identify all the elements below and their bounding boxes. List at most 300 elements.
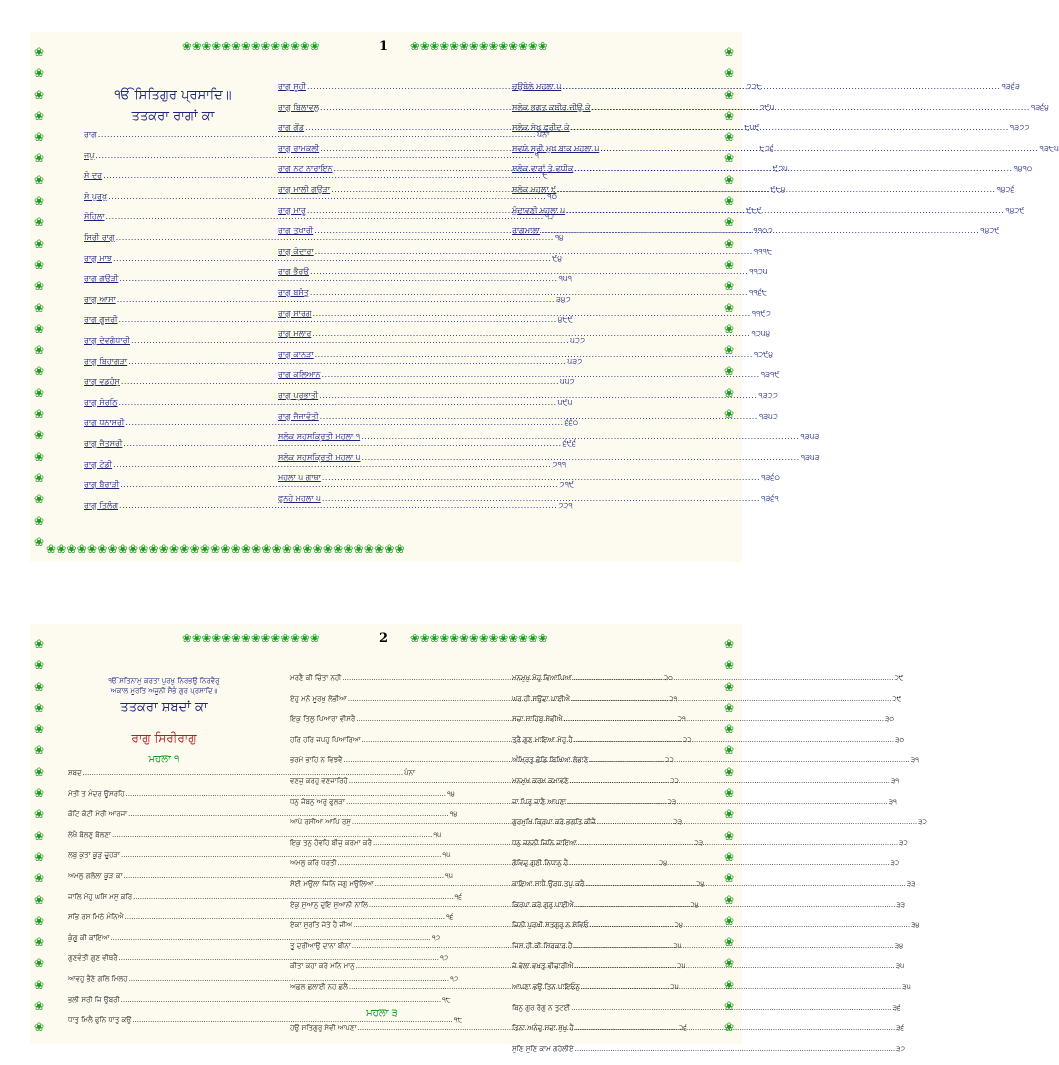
shabad-title[interactable]: ਜਾ ਪਿਰੁ ਜਾਣੈ ਆਪਣਾ [512, 797, 567, 806]
flower-icon: ❀ [33, 913, 45, 928]
shabad-row[interactable] [512, 715, 895, 736]
raag-link[interactable]: ਰਾਗੁ ਨਟ ਨਾਰਾਇਨ [278, 164, 333, 174]
shabad-title[interactable]: ਗੁਰਮੁਖਿ ਕ੍ਰਿਪਾ ਕਰੇ ਭਗਤਿ ਕੀਜੈ [512, 818, 596, 827]
raag-link[interactable]: ਰਾਗੁ ਗੋਂਡ [278, 123, 305, 133]
raag-link[interactable]: ਰਾਗੁ ਗਉੜੀ [84, 274, 119, 284]
shabad-title[interactable]: ਮਨਮੁਖ ਕਰਮ ਕਮਾਵਣੇ [512, 776, 569, 785]
page-ref: ੧੫ [433, 830, 442, 839]
dot-leader [575, 901, 895, 909]
flower-icon: ❀ [723, 236, 735, 251]
page-ref: ੫੫੭ [560, 377, 575, 387]
page-ref: ੧੬ [446, 913, 454, 922]
page-ref: ੩੫ [902, 982, 911, 991]
shabad-title[interactable]: ਏਹੁ ਮਨੋ ਮੂਰਖੁ ਲੋਭੀਆ [290, 694, 347, 703]
raag-link[interactable]: ਰਾਗੁ ਰਾਮਕਲੀ [278, 143, 320, 153]
raag-link[interactable]: ਰਾਗੁ ਗੂਜਰੀ [84, 315, 118, 325]
index-page-1 [30, 32, 1059, 562]
dot-leader [362, 453, 800, 462]
page-ref: ੩੪ [894, 941, 904, 950]
page-ref: ੧੩੫੨ [758, 411, 778, 421]
dot-leader [597, 818, 917, 826]
raag-link[interactable]: ਰਾਗੁ ਆਸਾ [84, 294, 116, 304]
flower-icon: ❀ [33, 300, 45, 315]
dot-leader [322, 473, 760, 482]
flower-icon: ❀ [723, 700, 735, 715]
flower-icon: ❀ [723, 321, 735, 336]
shabad-title[interactable]: ਧਨੁ ਜਨਨੀ ਜਿਨਿ ਜਾਇਆ [512, 838, 577, 847]
page-ref: ੧੧੨੫ [749, 267, 768, 277]
flower-icon: ❀ [723, 999, 735, 1014]
page-ref: ੬੯੬ [562, 438, 576, 448]
page-ref: ੧੧੬੮ [749, 287, 768, 297]
page-ref: ੩੧ [910, 756, 919, 765]
page-number: 1 [379, 39, 389, 54]
dot-leader [320, 412, 758, 421]
raag-link[interactable]: ਸਲੋਕ ਭਗਤ ਕਬੀਰ ਜੀਉ ਕੇ [512, 102, 591, 112]
flower-icon: ❀ [723, 194, 735, 209]
page-ref: ੯੮੪ [770, 184, 786, 194]
page-ref: ੧੪ [554, 232, 564, 242]
raag-link[interactable]: ਸਲੋਕ ਮਹਲਾ ੯ [512, 184, 557, 194]
page-ref: ੨੨ [664, 756, 674, 765]
flower-icon: ❀ [33, 935, 45, 950]
shabad-title[interactable]: ਘਰ ਹੀ ਸਉਦਾ ਪਾਈਐ [512, 694, 570, 703]
shabad-title[interactable]: ਹਰਿ ਹਰਿ ਜਪਹੁ ਪਿਆਰਿਆ [290, 735, 361, 744]
raag-link[interactable]: ਮਹਲਾ ੫ ਗਾਥਾ [278, 473, 321, 483]
flower-icon: ❀ [33, 449, 45, 464]
flower-icon: ❀ [723, 130, 735, 145]
dot-leader [322, 370, 760, 379]
mool-mantar-line-1: ੴ ਸਤਿਨਾਮੁ ਕਰਤਾ ਪੁਰਖੁ ਨਿਰਭਉ ਨਿਰਵੈਰੁ [108, 677, 220, 685]
dot-leader [590, 921, 910, 929]
raag-link[interactable]: ਰਾਗੁ ਮਾਝ [84, 253, 112, 263]
page-ref: ੩੬ [892, 1003, 901, 1012]
page-ref: ੨੫ [670, 982, 679, 991]
flower-icon: ❀ [723, 722, 735, 737]
page-ref: ੧੫ [444, 871, 453, 880]
star-border-top-left: ❀❀❀❀❀❀❀❀❀❀❀❀❀❀ [182, 631, 320, 645]
raag-link[interactable]: ਰਾਗੁ ਜੈਜਾਵੰਤੀ [278, 411, 319, 421]
shabad-row[interactable] [512, 1003, 901, 1025]
flower-icon: ❀ [723, 151, 735, 166]
dot-leader [562, 82, 1000, 91]
shabad-title[interactable]: ਤੂ ਦਰੀਆਉ ਦਾਨਾ ਬੀਨਾ [290, 941, 351, 950]
flower-icon: ❀ [723, 956, 735, 971]
flower-icon: ❀ [33, 786, 45, 801]
shabad-title[interactable]: ਆਪਣਾ ਭਉ ਤਿਨ ਪਾਇਓਨੁ [512, 982, 580, 991]
star-border-bottom: ❀❀❀❀❀❀❀❀❀❀❀❀❀❀❀❀❀❀❀❀❀❀❀❀❀❀❀❀❀❀❀❀❀❀❀ [46, 542, 405, 556]
dot-leader [575, 1045, 895, 1053]
raag-link[interactable]: ਰਾਗੁ ਕਾਨੜਾ [278, 349, 314, 359]
shabad-title[interactable]: ਜੇ ਵੇਲਾ ਵਖਤੁ ਵੀਚਾਰੀਐ [512, 962, 574, 971]
flower-icon: ❀ [33, 151, 45, 166]
flower-icon: ❀ [723, 108, 735, 123]
page-ref: ੯੪ [552, 253, 562, 263]
page-ref: ੭੧੧ [552, 459, 567, 469]
page-ref: ੩੨ [918, 818, 927, 827]
raag-link[interactable]: ਸਵਯੇ ਸ੍ਰੀ ਮੁਖ ਬਾਕ ਮਹਲਾ ੫ [512, 143, 600, 153]
raag-link[interactable]: ਰਾਗੁ ਬਿਹਾਗੜਾ [84, 356, 128, 366]
page-ref: ੧੨੯੪ [753, 349, 773, 359]
dot-leader [570, 777, 890, 785]
raag-link[interactable]: ਰਾਗੁ ਤੁਖਾਰੀ [278, 226, 314, 236]
dot-leader [566, 206, 1004, 215]
star-border-top-left: ❀❀❀❀❀❀❀❀❀❀❀❀❀❀ [182, 39, 320, 53]
shabad-title[interactable]: ਆਪੇ ਰਸੀਆ ਆਪਿ ਰਸੁ [290, 818, 351, 827]
flower-icon: ❀ [33, 343, 45, 358]
dot-leader [571, 123, 1009, 132]
page-ref: ੭੯੫ [759, 102, 775, 112]
page-ref: ੨੪ [658, 859, 668, 868]
page-ref: ੨੪ [674, 921, 683, 930]
flower-border-left [32, 634, 46, 1039]
dot-leader [557, 185, 995, 194]
page-ref: ੮੭੬ [759, 143, 774, 153]
page-ref: ੧੪ [449, 810, 458, 819]
flower-icon: ❀ [33, 87, 45, 102]
flower-icon: ❀ [33, 130, 45, 145]
page-ref: ੬੬੦ [564, 418, 579, 428]
flower-icon: ❀ [33, 385, 45, 400]
raag-link[interactable]: ਰਾਗੁ ਮਲਾਰ [278, 329, 312, 339]
page-ref: ੯੭੫ [772, 164, 788, 174]
dot-leader [569, 859, 889, 867]
page-ref: ੩੧ [888, 797, 897, 806]
index-row[interactable] [84, 500, 573, 522]
raag-link[interactable]: ਮੁੰਦਾਵਣੀ ਮਹਲਾ ੫ [512, 205, 566, 215]
flower-icon: ❀ [723, 892, 735, 907]
page-ref: ੧੪੧੦ [1013, 164, 1033, 174]
raag-link[interactable]: ਸਲੋਕ ਵਾਰਾਂ ਤੇ ਵਧੀਕ [512, 164, 574, 174]
raag-link[interactable]: ਰਾਗੁ ਮਾਰੂ [278, 205, 306, 215]
dot-leader [574, 962, 894, 970]
page-ref: ੮੫੯ [744, 123, 760, 133]
shabad-title[interactable]: ਗੋਵਿਦੁ ਗੁਣੀ ਨਿਧਾਨੁ ਹੈ [512, 859, 569, 868]
index-title: ਤਤਕਰਾ ਰਾਗਾਂ ਕਾ [131, 109, 215, 124]
shabad-row[interactable] [512, 756, 919, 777]
shabad-title[interactable]: ਜਿਸ ਹੀ ਕੀ ਸਿਰਕਾਰ ਹੈ [512, 941, 573, 950]
flower-icon: ❀ [33, 977, 45, 992]
dot-leader [315, 350, 753, 359]
page-ref: ੧੩੮੫ [1039, 143, 1059, 153]
flower-icon: ❀ [33, 743, 45, 758]
dot-leader [592, 103, 1030, 112]
shabad-row[interactable] [512, 694, 902, 716]
flower-icon: ❀ [33, 428, 45, 443]
dot-leader [574, 164, 1012, 173]
flower-icon: ❀ [33, 871, 45, 886]
shabad-title[interactable]: ਸਭਿ ਰਸ ਮਿਠੇ ਮੰਨਿਐ [68, 913, 124, 922]
raag-link[interactable]: ਸਲੋਕ ਸੇਖ ਫਰੀਦ ਕੇ [512, 123, 570, 133]
page-ref: ੧੧੦੭ [753, 226, 773, 236]
page-ref: ੩੫ [895, 962, 905, 971]
shabad-row[interactable] [512, 776, 900, 798]
raag-link[interactable]: ਰਾਗੁ ਜੈਤਸਰੀ [84, 438, 123, 448]
flower-border-left [32, 42, 46, 553]
page-ref: ੫੩੭ [567, 356, 583, 366]
page-ref: ੧੩੭੭ [1009, 123, 1030, 133]
raag-link[interactable]: ਰਾਗ [84, 130, 97, 139]
page-ref: ੨੯ [892, 694, 902, 703]
page-ref: ੪੮੯ [557, 315, 573, 325]
flower-icon: ❀ [33, 700, 45, 715]
shabad-title[interactable]: ਇਕੁ ਤਿਲੁ ਪਿਆਰਾ ਵੀਸਰੈ [290, 715, 356, 724]
raag-link[interactable]: ਸਲੋਕ ਸਹਸਕ੍ਰਿਤੀ ਮਹਲਾ ੧ [278, 432, 361, 442]
shabad-title[interactable]: ਧਾਤੁ ਮਿਲੈ ਫੁਨਿ ਧਾਤੁ ਕਉ [68, 1016, 132, 1025]
page-ref: ੩੬ [896, 1024, 905, 1033]
raag-link[interactable]: ਚਉਬੋਲੇ ਮਹਲਾ ੫ [512, 82, 562, 91]
page-number: 2 [379, 631, 389, 646]
shabad-title[interactable]: ਅਛਲ ਛਲਾਈ ਨਹ ਛਲੈ [290, 982, 348, 991]
raag-link[interactable]: ਰਾਗਮਾਲਾ [512, 226, 541, 236]
flower-icon: ❀ [33, 658, 45, 673]
page-ref: ੧੩੧੯ [760, 370, 780, 380]
raag-link[interactable]: ਫੁਨਹੇ ਮਹਲਾ ੫ [278, 493, 321, 503]
flower-icon: ❀ [33, 279, 45, 294]
page-ref: ੧੦ [547, 191, 557, 201]
flower-icon: ❀ [723, 364, 735, 379]
shabad-row[interactable] [512, 941, 904, 963]
dot-leader [571, 695, 891, 703]
flower-icon: ❀ [33, 1020, 45, 1035]
page-ref: ੩੧ [890, 776, 900, 785]
page-ref: ੨੩ [673, 818, 683, 827]
raag-link[interactable]: ਰਾਗੁ ਸੂਹੀ [278, 82, 307, 91]
flower-icon: ❀ [33, 828, 45, 843]
flower-icon: ❀ [33, 849, 45, 864]
flower-icon: ❀ [723, 66, 735, 81]
page-ref: ੩੦ [885, 715, 895, 724]
flower-icon: ❀ [723, 1020, 735, 1035]
raag-link[interactable]: ਰਾਗੁ ਤਿਲੰਗ [84, 500, 119, 510]
page-ref: ੧੭ [431, 933, 441, 942]
raag-link[interactable]: ਰਾਗੁ ਧਨਾਸਰੀ [84, 418, 125, 428]
shabad-title[interactable]: ਭਲੀ ਸਰੀ ਜਿ ਉਬਰੀ [68, 995, 120, 1004]
flower-icon: ❀ [723, 977, 735, 992]
flower-icon: ❀ [33, 999, 45, 1014]
star-border-top-right: ❀❀❀❀❀❀❀❀❀❀❀❀❀❀ [410, 631, 548, 645]
shabad-title[interactable]: ਮਰਣੈ ਕੀ ਚਿੰਤਾ ਨਹੀ [290, 674, 342, 682]
flower-icon: ❀ [33, 257, 45, 272]
flower-icon: ❀ [723, 87, 735, 102]
shabad-title[interactable]: ਅਮਲੁ ਗਲੋਲਾ ਕੂੜ ਕਾ [68, 871, 123, 880]
star-border-top-right: ❀❀❀❀❀❀❀❀❀❀❀❀❀❀ [410, 39, 548, 53]
shabad-row[interactable] [512, 1044, 905, 1065]
shabad-row[interactable] [512, 982, 911, 1004]
shabad-title[interactable]: ਮਨਮੁਖੁ ਮੋਹੁ ਵਿਆਪਿਆ [512, 674, 573, 682]
flower-icon: ❀ [723, 257, 735, 272]
shabad-title[interactable]: ਬਿਨੁ ਗੁਰ ਰੋਗੁ ਨ ਤੁਟਈ [512, 1003, 571, 1012]
flower-icon: ❀ [723, 343, 735, 358]
page-ref: ੧੪੨੯ [1005, 205, 1025, 215]
dot-leader [310, 288, 748, 297]
shabad-row[interactable] [512, 735, 905, 757]
shabad-row[interactable] [512, 962, 905, 983]
dot-leader [310, 267, 748, 276]
raag-title: ਰਾਗੁ ਸਿਰੀਰਾਗੁ [131, 731, 197, 745]
dot-leader [589, 756, 909, 764]
shabad-row[interactable] [512, 859, 900, 880]
flower-icon: ❀ [723, 849, 735, 864]
raag-link[interactable]: ਰਾਗੁ ਬੈਰਾੜੀ [84, 480, 120, 490]
dot-leader [312, 329, 750, 338]
shabad-title[interactable]: ਆਵਹੁ ਭੈਣੇ ਗਲਿ ਮਿਲਹ [68, 974, 128, 983]
mool-mantar-line-2: ਅਕਾਲ ਮੂਰਤਿ ਅਜੂਨੀ ਸੈਭੰ ਗੁਰ ਪ੍ਰਸਾਦਿ॥ [110, 687, 218, 695]
shabad-row[interactable] [512, 1024, 905, 1045]
flower-icon: ❀ [33, 892, 45, 907]
raag-link[interactable]: ਰਾਗੁ ਦੇਵਗੰਧਾਰੀ [84, 335, 130, 345]
flower-icon: ❀ [33, 470, 45, 485]
shabad-title[interactable]: ਲਬੁ ਕੁਤਾ ਕੂੜੁ ਚੂਹੜਾ [68, 851, 120, 860]
raag-link[interactable]: ਜਪੁ [84, 150, 95, 160]
flower-icon: ❀ [723, 407, 735, 422]
page-ref: ੧੪੨੬ [996, 184, 1015, 194]
shabad-title[interactable]: ਸੋਈ ਮਉਲਾ ਜਿਨਿ ਜਗੁ ਮਉਲਿਆ [290, 879, 374, 888]
page-ref: ੭੧੯ [559, 480, 575, 490]
shabad-title[interactable]: ਅਮਲੁ ਕਰਿ ਧਰਤੀ [290, 859, 337, 868]
dot-leader [361, 432, 799, 441]
shabad-row[interactable] [512, 674, 904, 695]
flower-icon: ❀ [723, 828, 735, 843]
shabad-title[interactable]: ਜਿਨੀ ਪੁਰਖੀ ਸਤਗੁਰੁ ਨ ਸੇਵਿਓ [512, 921, 589, 930]
flower-icon: ❀ [33, 513, 45, 528]
dot-leader [564, 715, 884, 723]
page-ref: ੧੧੯੭ [751, 308, 771, 318]
shabad-title[interactable]: ਕੁੰਗੂ ਕੀ ਕਾਂਇਆ [68, 933, 110, 942]
dot-leader [315, 247, 753, 256]
page-ref: ੧੩੫੩ [800, 432, 820, 442]
shabad-title[interactable]: ਏਕਾ ਸੁਰਤਿ ਜੇਤੇ ਹੈ ਜੀਅ [290, 921, 353, 930]
raag-link[interactable]: ਰਾਗੁ ਸਾਰਗ [278, 308, 312, 318]
page-ref: ੧੩੬੧ [761, 493, 779, 503]
flower-icon: ❀ [723, 913, 735, 928]
dot-leader [575, 1024, 895, 1032]
flower-icon: ❀ [33, 215, 45, 230]
flower-icon: ❀ [723, 45, 735, 59]
page-ref: ੧੫ [442, 851, 451, 860]
flower-icon: ❀ [33, 534, 45, 549]
shabad-title[interactable]: ਤ੍ਰੈ ਗੁਣ ਮਾਇਆ ਮੋਹੁ ਹੈ [512, 735, 573, 744]
page-ref: ੩੦ [895, 735, 905, 744]
raag-link[interactable]: ਰਾਗੁ ਸੋਰਠਿ [84, 397, 118, 407]
raag-link[interactable]: ਸੋਹਿਲਾ [84, 212, 105, 222]
index-page-2 [30, 624, 927, 1053]
page-ref: ੨੨ [682, 735, 692, 744]
raag-link[interactable]: ਸਿਰੀ ਰਾਗੁ [84, 232, 115, 242]
page-ref: ੧੩੬੦ [761, 473, 780, 483]
raag-link[interactable]: ਰਾਗੁ ਮਾਲੀ ਗਉੜਾ [278, 184, 331, 194]
flower-icon: ❀ [33, 492, 45, 507]
flower-icon: ❀ [723, 871, 735, 886]
shabad-row[interactable] [512, 900, 906, 922]
shabad-title[interactable]: ਕਿਰਪਾ ਕਰੇ ਗੁਰੁ ਪਾਈਐ [512, 900, 574, 909]
shabad-title[interactable]: ਸਚਾ ਸਾਹਿਬੁ ਸੇਵੀਐ [512, 715, 563, 724]
page-ref: ੧੨੫੪ [751, 329, 771, 339]
page-ref: ੫੨੭ [570, 335, 585, 345]
raag-link[interactable]: ਰਾਗੁ ਪ੍ਰਭਾਤੀ [278, 390, 319, 400]
page-ref: ੧੩੬੪ [1030, 102, 1049, 112]
flower-icon: ❀ [33, 679, 45, 694]
raag-link[interactable]: ਰਾਗੁ ਟੋਡੀ [84, 459, 113, 469]
flower-icon: ❀ [33, 956, 45, 971]
dot-leader [541, 226, 979, 235]
page-ref: ੭੨੧ [558, 500, 573, 510]
shabad-title[interactable]: ਧਨੁ ਜੋਬਨੁ ਅਰੁ ਫੁਲੜਾ [290, 797, 346, 806]
page-ref: ੨੫ [677, 962, 686, 971]
shabad-title[interactable]: ਕੋਟਿ ਕੋਟੀ ਮੇਰੀ ਆਰਜਾ [68, 810, 128, 819]
flower-icon: ❀ [723, 658, 735, 673]
page-ref: ੩੭ [896, 1044, 905, 1053]
raag-link[interactable]: ਸੋ ਦਰੁ [84, 171, 103, 181]
shabad-row[interactable] [512, 818, 927, 839]
flower-icon: ❀ [33, 637, 45, 651]
shabad-title[interactable]: ਵਣਜੁ ਕਰਹੁ ਵਣਜਾਰਿਹੋ [290, 776, 348, 785]
page-ref: ੩੩ [906, 879, 916, 888]
flower-icon: ❀ [723, 764, 735, 779]
raag-link[interactable]: ਰਾਗੁ ਬਸੰਤੁ [278, 287, 309, 297]
shabad-row[interactable] [512, 797, 897, 819]
shabad-title[interactable]: ਇਕੁ ਤਨੁ ਹੋਵਹਿ ਬੀਜੁ ਕਰਮਾ ਕਰੈ [290, 838, 372, 847]
shabad-title[interactable]: ਹਉ ਸਤਿਗੁਰੁ ਸੇਵੀ ਆਪਣਾ [290, 1024, 357, 1033]
shabad-title[interactable]: ਮੋਤੀ ਤ ਮੰਦਰ ਊਸਰਹਿ [68, 789, 125, 798]
page-ref: ੧੧੧੮ [753, 246, 773, 256]
page-ref: ੧੫੧ [558, 274, 572, 284]
shabad-title[interactable]: ਭਰਮੇ ਭਾਹਿ ਨ ਵਿਝਵੈ [290, 756, 343, 765]
dot-leader [571, 1004, 891, 1012]
page-ref: ੨੦ [663, 674, 673, 682]
page-ref: ੧੮ [453, 1016, 463, 1025]
raag-link[interactable]: ਸਲੋਕ ਸਹਸਕ੍ਰਿਤੀ ਮਹਲਾ ੫ [278, 452, 361, 462]
page-ref: ੯੮੯ [746, 205, 762, 215]
page-ref: ੨੫ [673, 941, 682, 950]
page-ref: ੧੭ [450, 974, 459, 983]
raag-link[interactable]: ਰਾਗੁ ਵਡਹੰਸੁ [84, 377, 120, 387]
shabad-title[interactable]: ਸੁਣਿ ਸੁਣਿ ਕਾਮ ਗਹੇਲੀਏ [512, 1044, 574, 1053]
page-ref: ੧੬ [454, 892, 462, 901]
shabad-title[interactable]: ਸ਼ਬਦ [68, 769, 82, 777]
shabad-row[interactable] [512, 921, 920, 942]
shabad-title[interactable]: ਕੀਤਾ ਕਹਾ ਕਰੇ ਮਨਿ ਮਾਨੁ [290, 962, 355, 971]
page-ref: ੧੨ [544, 212, 555, 222]
shabad-title[interactable]: ਕਾਇਆ ਸਾਧੈ ਉਰਧ ਤਪੁ ਕਰੈ [512, 879, 585, 888]
flower-icon: ❀ [33, 236, 45, 251]
flower-icon: ❀ [33, 407, 45, 422]
flower-icon: ❀ [33, 194, 45, 209]
mahala-heading: ਮਹਲਾ ੧ [148, 754, 180, 765]
shabad-title[interactable]: ਏਕੁ ਸੁਆਨੁ ਦੁਇ ਸੁਆਨੀ ਨਾਲਿ [290, 900, 368, 909]
flower-icon: ❀ [723, 637, 735, 651]
raag-link[interactable]: ਸੋ ਪੁਰਖੁ [84, 191, 108, 201]
raag-link[interactable]: ਰਾਗੁ ਕਲਿਆਨ [278, 370, 321, 380]
flower-icon: ❀ [33, 364, 45, 379]
shabad-title[interactable]: ਅੰਮ੍ਰਿਤੁ ਛੋਡਿ ਬਿਖਿਆ ਲੋਭਾਣੇ [512, 756, 589, 765]
page-ref: ੫੯੫ [557, 397, 573, 407]
shabad-title[interactable]: ਤਿਨਾ ਅਨੰਦੁ ਸਦਾ ਸੁਖੁ ਹੈ [512, 1024, 574, 1033]
flower-icon: ❀ [723, 743, 735, 758]
dot-leader [573, 942, 893, 950]
page-ref: ੨੨ [670, 776, 679, 785]
raag-link[interactable]: ਰਾਗੁ ਬਿਲਾਵਲੁ [278, 102, 320, 112]
dot-leader [578, 839, 898, 847]
page-ref: ੨੩ [694, 838, 704, 847]
dot-leader [573, 674, 893, 682]
shabad-title[interactable]: ਗੁਣਵੰਤੀ ਗੁਣ ਵੀਥਰੈ [68, 954, 118, 963]
raag-link[interactable]: ਰਾਗੁ ਭੈਰਉ [278, 267, 310, 277]
raag-link[interactable]: ਰਾਗੁ ਕੇਦਾਰਾ [278, 246, 314, 256]
page-ref: ੩੨ [890, 859, 900, 868]
shabad-title[interactable]: ਲੇਖੈ ਬੋਲਣੁ ਬੋਲਣਾ [68, 830, 111, 839]
shabad-title[interactable]: ਜਾਲਿ ਮੋਹੁ ਘਸਿ ਮਸੁ ਕਰਿ [68, 892, 133, 901]
